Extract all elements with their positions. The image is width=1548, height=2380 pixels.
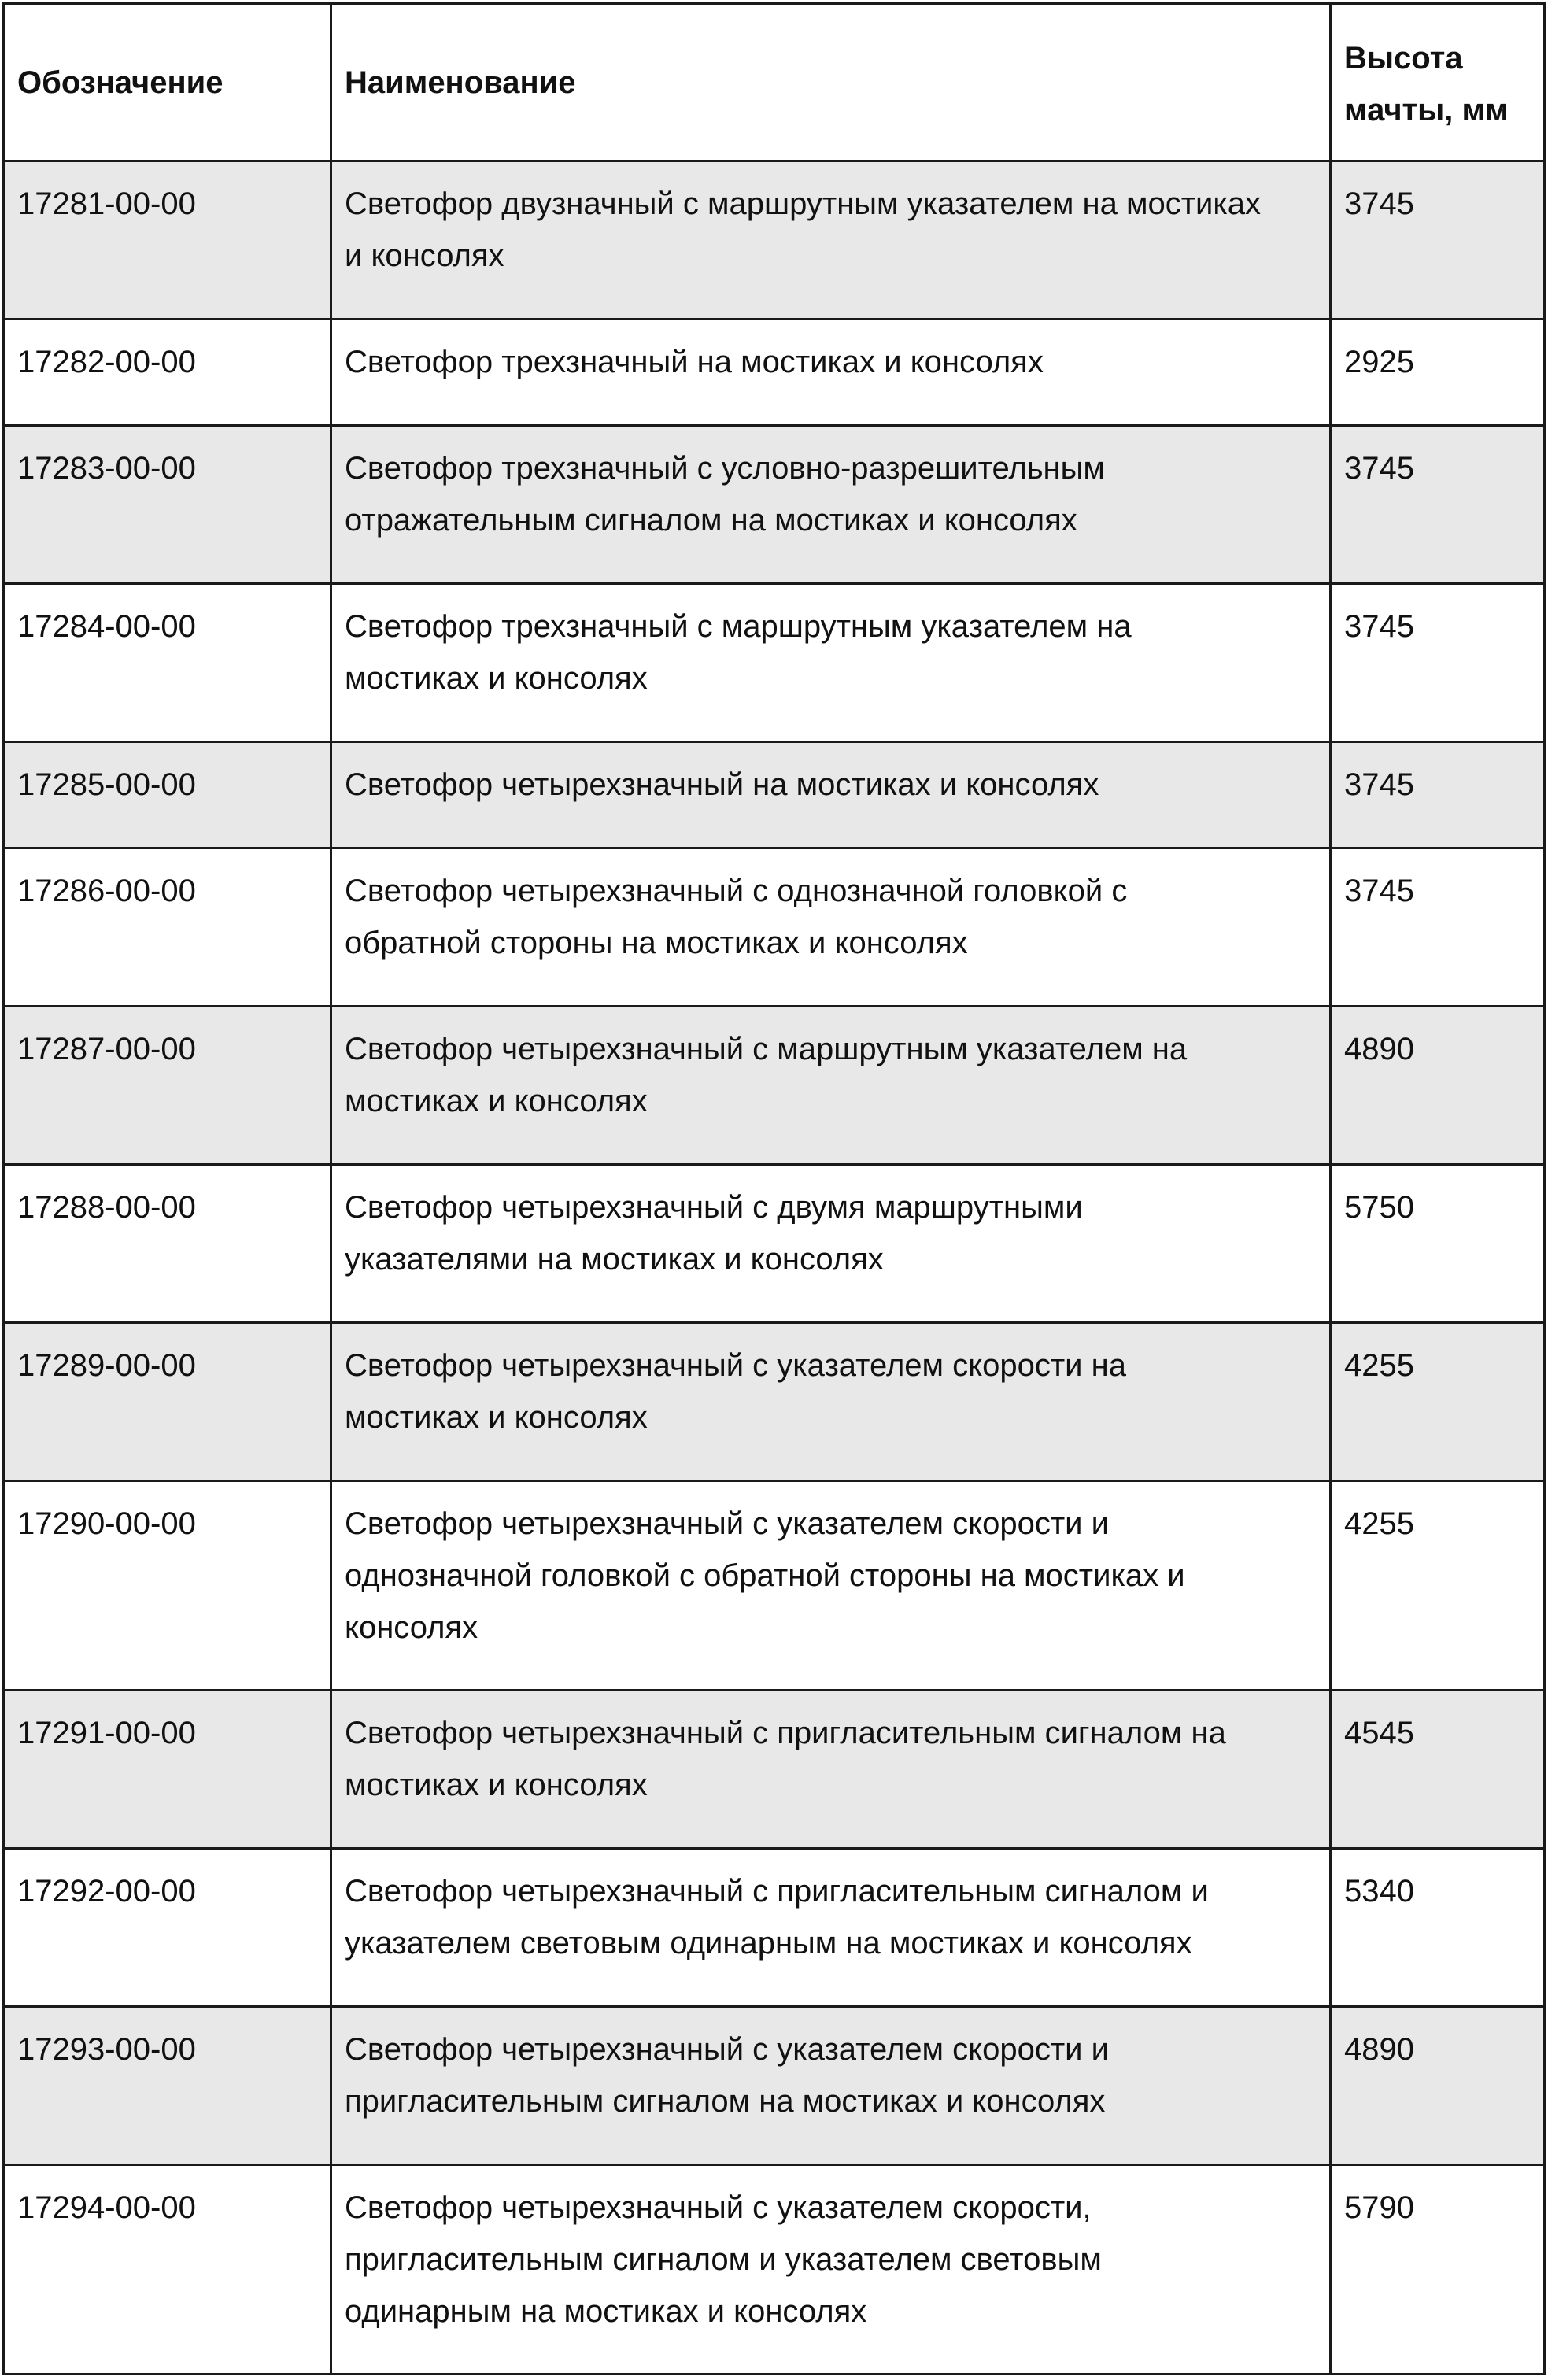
table-row: [4, 426, 1545, 584]
mast-height-cell: 5790: [1331, 2165, 1545, 2374]
name-line: мостиках и консолях: [345, 661, 648, 696]
designation-cell: 17286-00-00: [4, 848, 331, 1007]
name-line: Светофор трехзначный с маршрутным указателем на: [345, 609, 1132, 644]
mast-height-cell: 3745: [1331, 848, 1545, 1007]
name-cell: [331, 742, 1331, 848]
name-line: и консолях: [345, 238, 504, 273]
name-cell: [331, 161, 1331, 320]
table-body: [4, 161, 1545, 2374]
name-line: указателем световым одинарным на мостиках и консолях: [345, 1926, 1192, 1961]
name-cell: [331, 1849, 1331, 2007]
name-cell: [331, 1691, 1331, 1849]
name-line: Светофор четырехзначный с пригласительным сигналом на: [345, 1716, 1226, 1750]
name-line: Светофор четырехзначный с однозначной головкой с: [345, 874, 1128, 908]
name-line: Светофор четырехзначный с указателем скорости и: [345, 1506, 1109, 1541]
table-row: [4, 161, 1545, 320]
table-row: [4, 1007, 1545, 1165]
mast-height-cell: 4890: [1331, 2007, 1545, 2165]
name-cell: [331, 1323, 1331, 1481]
name-line: Светофор четырехзначный с маршрутным указателем на: [345, 1032, 1188, 1066]
name-line: обратной стороны на мостиках и консолях: [345, 926, 968, 960]
name-line: Светофор четырехзначный с пригласительным сигналом и: [345, 1874, 1209, 1909]
header-mast-height-line2: мачты, мм: [1344, 92, 1509, 128]
name-line: Светофор четырехзначный с указателем скорости,: [345, 2190, 1092, 2225]
name-cell: [331, 1165, 1331, 1323]
name-line: однозначной головкой с обратной стороны на мостиках и: [345, 1558, 1185, 1593]
mast-height-cell: 4545: [1331, 1691, 1545, 1849]
mast-height-cell: 3745: [1331, 584, 1545, 742]
name-cell: [331, 2165, 1331, 2374]
designation-cell: 17285-00-00: [4, 742, 331, 848]
name-line: Светофор четырехзначный на мостиках и консолях: [345, 767, 1099, 802]
name-cell: [331, 1007, 1331, 1165]
table-row: [4, 1165, 1545, 1323]
header-name: Наименование: [331, 4, 1331, 161]
name-line: Светофор двузначный с маршрутным указателем на мостиках: [345, 187, 1262, 221]
name-cell: [331, 426, 1331, 584]
mast-height-cell: 3745: [1331, 426, 1545, 584]
mast-height-cell: 5750: [1331, 1165, 1545, 1323]
table-row: [4, 2007, 1545, 2165]
designation-cell: 17293-00-00: [4, 2007, 331, 2165]
name-line: отражательным сигналом на мостиках и консолях: [345, 503, 1077, 538]
table-row: [4, 848, 1545, 1007]
name-cell: [331, 1481, 1331, 1691]
table-row: [4, 1481, 1545, 1691]
name-cell: [331, 848, 1331, 1007]
name-line: мостиках и консолях: [345, 1084, 648, 1118]
designation-cell: 17281-00-00: [4, 161, 331, 320]
name-line: указателями на мостиках и консолях: [345, 1242, 884, 1277]
table-row: [4, 1691, 1545, 1849]
name-cell: [331, 584, 1331, 742]
table-row: [4, 1323, 1545, 1481]
mast-height-cell: 4890: [1331, 1007, 1545, 1165]
name-line: пригласительным сигналом на мостиках и консолях: [345, 2084, 1106, 2119]
table-row: [4, 1849, 1545, 2007]
designation-cell: 17294-00-00: [4, 2165, 331, 2374]
name-line: консолях: [345, 1610, 478, 1645]
header-mast-height: [1331, 4, 1545, 161]
mast-height-cell: 3745: [1331, 742, 1545, 848]
header-designation: Обозначение: [4, 4, 331, 161]
table-header: [4, 4, 1545, 161]
name-line: Светофор четырехзначный с указателем скорости и: [345, 2032, 1109, 2067]
designation-cell: 17289-00-00: [4, 1323, 331, 1481]
designation-cell: 17290-00-00: [4, 1481, 331, 1691]
name-line: Светофор четырехзначный с двумя маршрутными: [345, 1190, 1083, 1225]
table-row: [4, 2165, 1545, 2374]
name-line: Светофор трехзначный с условно-разрешительным: [345, 451, 1105, 486]
name-line: Светофор трехзначный на мостиках и консолях: [345, 345, 1044, 379]
name-line: пригласительным сигналом и указателем световым: [345, 2242, 1102, 2277]
name-line: Светофор четырехзначный с указателем скорости на: [345, 1348, 1126, 1383]
name-line: мостиках и консолях: [345, 1768, 648, 1802]
mast-height-cell: 4255: [1331, 1481, 1545, 1691]
header-mast-height-line1: Высота: [1344, 40, 1463, 76]
header-row: [4, 4, 1545, 161]
signal-spec-table: [2, 2, 1546, 2375]
designation-cell: 17284-00-00: [4, 584, 331, 742]
designation-cell: 17283-00-00: [4, 426, 331, 584]
name-line: мостиках и консолях: [345, 1400, 648, 1435]
name-line: одинарным на мостиках и консолях: [345, 2294, 867, 2329]
mast-height-cell: 4255: [1331, 1323, 1545, 1481]
designation-cell: 17292-00-00: [4, 1849, 331, 2007]
table-row: [4, 584, 1545, 742]
name-cell: [331, 2007, 1331, 2165]
table-row: [4, 320, 1545, 426]
mast-height-cell: 5340: [1331, 1849, 1545, 2007]
designation-cell: 17287-00-00: [4, 1007, 331, 1165]
designation-cell: 17291-00-00: [4, 1691, 331, 1849]
name-cell: [331, 320, 1331, 426]
mast-height-cell: 3745: [1331, 161, 1545, 320]
designation-cell: 17282-00-00: [4, 320, 331, 426]
designation-cell: 17288-00-00: [4, 1165, 331, 1323]
mast-height-cell: 2925: [1331, 320, 1545, 426]
table-row: [4, 742, 1545, 848]
